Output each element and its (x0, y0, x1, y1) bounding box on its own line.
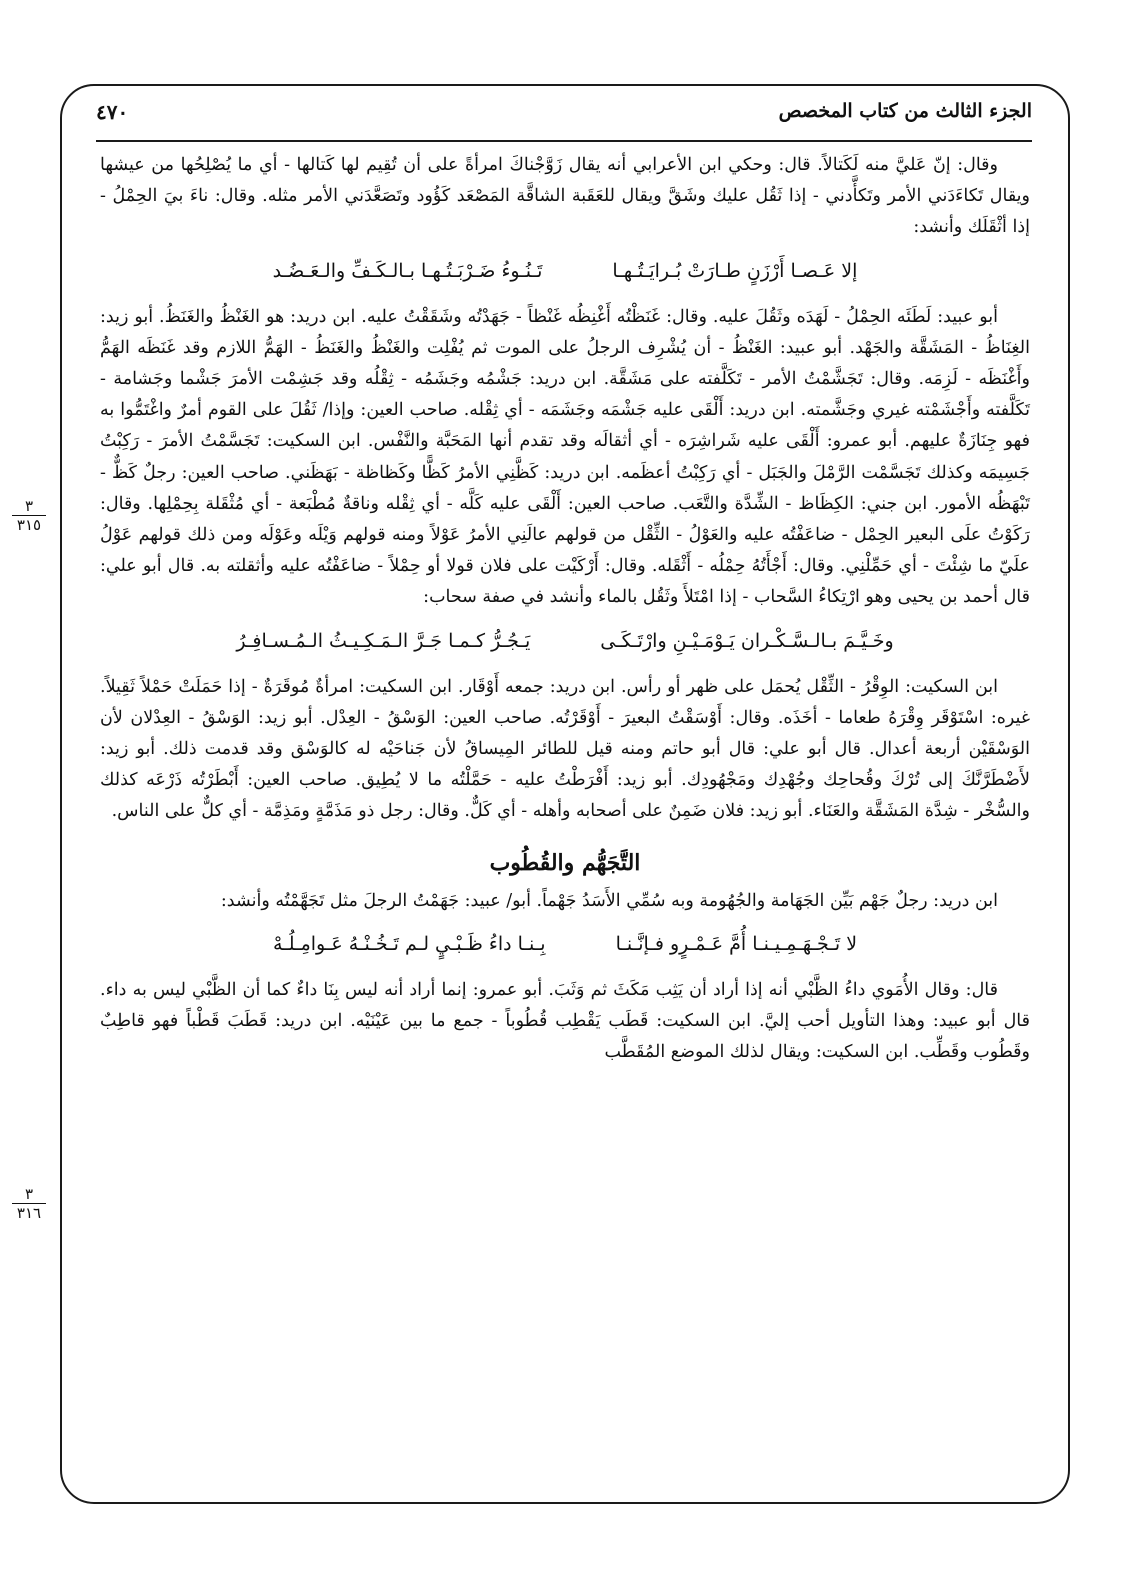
verse-line (100, 254, 1030, 288)
margin-ref-page: ٣١٥ (16, 516, 42, 534)
verse-hemistich-first: إلا عَـصـا أَرْزَنٍ طـارَتْ بُـرايَـتُـهـا (612, 259, 858, 282)
page-header (96, 100, 1032, 134)
header-rule (96, 140, 1032, 142)
paragraph: ابن دريد: رجلٌ جَهْم بَيِّن الجَهَامة والجُهُومة وبه سُمِّي الأَسَدُ جَهْماً. أبو/ عبيد: جَهَمْتُ الرجلَ مثل تَجَهَّمْتُه وأنشد: (220, 890, 998, 911)
paragraph: قال: وقال الأُمَوي داءُ الظَّبْي أنه إذا أراد أن يَثِب مَكَثَ ثم وَثَبَ. أبو عمرو: إنما أراد أنه ليس بِنَا داءٌ كما أن الظَّبْي ليس به داء. قال أبو عبيد: وهذا التأويل أحب إليَّ. ابن السكيت: قَطَب يَقْطِب قُطُوباً - جمع ما بين عَيْنَيْه. ابن دريد: قَطَبَ قَطْباً فهو قاطِبٌ وقَطُوب وقَطِّب. ابن السكيت: ويقال لذلك الموضع المُقَطَّب (100, 979, 1030, 1063)
verse-line (100, 624, 1030, 658)
verse-hemistich-second: بِـنـا داءُ ظَـبْـيٍ لـم تَـخُـنْـهُ عَـوامِـلُـهْ (272, 932, 546, 955)
margin-ref-page: ٣١٦ (16, 1204, 42, 1222)
margin-reference (12, 498, 46, 533)
book-title: الجزء الثالث من كتاب المخصص (778, 100, 1032, 122)
margin-ref-volume: ٣ (12, 1186, 46, 1204)
section-heading: التَّجَهُّم والقُطُوب (489, 849, 641, 876)
paragraph: وقال: إنّ عَليَّ منه لَكَتالاً. قال: وحكي ابن الأعرابي أنه يقال زَوَّجْناكَ امرأةً على أن تُقِيم لها كَتالها - أي ما يُصْلِحُها من عيشها ويقال تَكاءَدَني الأمر وتَكأَّدني - إذا ثَقُل عليك وشَقَّ ويقال للعَقَبة الشاقَّة المَصْعَد كَؤُود وتَصَعَّدَني الأمر مثله. وقال: ناءَ بيَ الحِمْلُ - إذا أثْقَلَك وأنشد: (100, 155, 1030, 238)
margin-reference (12, 1186, 46, 1221)
margin-ref-volume: ٣ (12, 498, 46, 516)
page-number: ٤٧٠ (96, 100, 129, 124)
verse-hemistich-second: يَـجُـرُّ كـمـا جَـرَّ الـمَـكِـيـثُ الـمُـسـافِـرُ (236, 629, 531, 652)
page-body (100, 150, 1030, 1480)
verse-hemistich-first: لا تَـجْـهَـمِـيـنـا أُمَّ عَـمْـرٍو فـإنَّـنـا (615, 932, 858, 955)
paragraph: ابن السكيت: الوِقْرُ - الثِّقْل يُحمَل على ظهر أو رأس. ابن دريد: جمعه أَوْقَار. ابن السكيت: امرأةٌ مُوقَرَةٌ - إذا حَمَلَتْ حَمْلاً ثَقِيلاً. غيره: اسْتَوْقَر وِقْرَهُ طعاما - أخَذَه. وقال: أَوْسَقْتُ البعيرَ - أَوْقَرْتُه. صاحب العين: الوَسْقُ - العِدْل. أبو زيد: الوَسْقُ - العِدْلان لأن الوَسْقَيْن أربعة أعدال. قال أبو علي: قال أبو حاتم ومنه قيل للطائر المِيساقُ لأن جَناحَيْه له كالوَسْق وقد قدمت ذلك. أبو زيد: لأَضْطَرَّنَّكَ إلى تُرْكَ وقُحاحِك وجُهْدِك ومَجْهُودِك. أبو زيد: أَفْرَطْتُ عليه - حَمَّلْتُه ما لا يُطِيق. صاحب العين: أَبْطَرْتُه ذَرْعَه كذلك والسُّخْر - شِدَّة المَشَقَّة والعَنَاء. أبو زيد: فلان ضَمِنٌ على أصحابه وأهله - أي كَلٌّ. وقال: رجل ذو مَذَمَّةٍ ومَذِمَّة - أي كلٌّ على الناس. (100, 676, 1030, 822)
verse-hemistich-first: وخَـيَّـمَ بـالـسَّـكْـران يَـوْمَـيْـنِ وارْتَـكَـى (600, 629, 894, 652)
verse-hemistich-second: تَـنُـوءُ ضَـرْبَـتُـهـا بـالـكَـفِّ والـعَـضُـد (272, 259, 543, 282)
paragraph: أبو عبيد: لَطَئَه الحِمْلُ - لَهَدَه وثَقُلَ عليه. وقال: غَنَظْتُه أَغْنِظُه غَنْظاً - جَهَدْتُه وشَقَقْتُ عليه. ابن دريد: هو الغَنْظُ والغَنَظُ. أبو زيد: الغِنَاظُ - المَشَقَّة والجَهْد. أبو عبيد: الغَنْظُ - أن يُشْرِف الرجلُ على الموت ثم يُفْلِت والغَنْظُ والغَنَظُ - الهَمُّ اللازم وقد غَنَظَه الهَمُّ وأَغْنَظَه - لَزِمَه. وقال: تَجَشَّمْتُ الأمر - تَكَلَّفته على مَشَقَّة. ابن دريد: جَشْمُه وجَشَمُه - ثِقْلُه وقد جَشِمْت الأمرَ جَشْما وجَشامة - تَكَلَّفته وأَجْشَمْته غيري وجَشَّمته. ابن دريد: أَلْقَى عليه جَشْمَه وجَشَمَه - أي ثِقْله. صاحب العين: وإذا/ ثَقُلَ على القوم أمرٌ واغْتَمُّوا به فهو جِنَازَةٌ عليهم. أبو عمرو: أَلْقَى عليه شَراشِرَه - أي أثقالَه وقد تقدم أنها المَحَبَّة والنَّفْس. ابن السكيت: تَجَسَّمْتُ الأمرَ - رَكِبْتُ جَسِيمَه وكذلك تَجَسَّمْت الرَّمْلَ والجَبَل - أي رَكِبْتُ أعظَمه. ابن دريد: كَظَّنِي الأمرُ كَظًّا وكَظاظة - بَهَظَني. صاحب العين: رجلٌ كَظٌّ - تَبْهَظُه الأمور. ابن جني: الكِظَاظ - الشِّدَّة والتَّعَب. صاحب العين: أَلْقَى عليه كَلَّه - أي ثِقْله وناقةٌ مُطْبَعة - أي مُثْقَلة بِحِمْلِها. وقال: رَكَوْتُ علَى البعير الحِمْل - ضاعَفْتُه عليه والعَوْلُ - الثِّقْل من قولهم عالَنِي الأمرُ عَوْلاً ومنه قولهم وَيْلَه وعَوْلَه ومن ذلك قولهم عَوْلُ علَيّ ما شِئْتَ - أي حَمِّلْنِي. وقال: أَجْأَتُهُ حِمْلُه - أَثْقَله. وقال: أَرْكَيْت على فلان قولا أو حِمْلاً - ضاعَفْتُه عليه وأثقلته به. قال أبو علي: قال أحمد بن يحيى وهو ارْتِكاءُ السَّحاب - إذا امْتَلأَ وثَقُل بالماء وأنشد في صفة سحاب: (100, 306, 1030, 608)
verse-line (100, 927, 1030, 961)
